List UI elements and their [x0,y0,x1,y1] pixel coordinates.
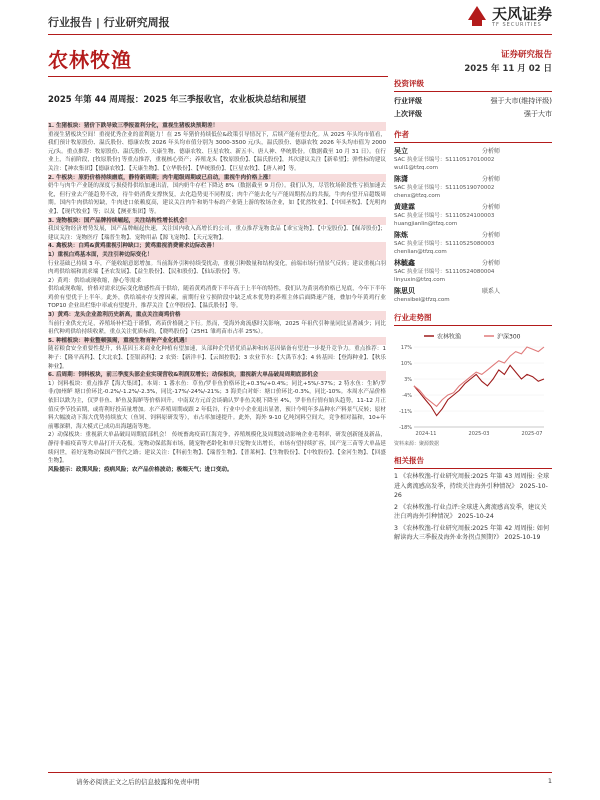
related-reports-title: 相关报告 [394,455,552,469]
analyst-name: 陈思贝 [394,287,415,295]
x-tick-label: 2024-11 [415,431,437,437]
related-report-link[interactable]: 1 《农林牧渔-行业研究周报:2025 年第 43 周周报: 全球进入禽流感高发季，持续关注海外引种情况》 2025-10-26 [394,473,550,499]
section-heading: 4. 禽板块：白鸡&黄鸡重视引种缺口；黄鸡重视消费需求边际改善！ [48,242,386,251]
analyst-email[interactable]: chenlian@tfzq.com [394,249,447,255]
logo-english-name: TF SECURITIES [491,21,542,28]
related-reports-list [394,472,552,543]
analyst-entry [394,286,552,304]
industry-trend-chart [394,312,552,449]
section-heading: 5. 种植板块：种业整顿强需，重视生物育种产业化机遇！ [48,337,386,346]
y-tick-label: -18% [399,425,412,431]
section-heading: 1. 生猪板块：猪价下跌导致三季报盈利分化，重视生猪板块预期差！ [48,122,386,131]
analyst-entry [394,230,552,256]
previous-rating-label: 上次评级 [394,110,422,118]
body-paragraph: 2）动保板块：重视新大单品破局周期底部机会！ 传统畜禽疫苗红海竞争，养殖规模化及周期波动影响企业毛利率，研发创新能及新品，静待非瘟疫苗等大单品打开天花板。宠物动保蓝海市场，随宠物老龄化和单只宠物支出增长，市场有望持续扩容，国产宠三苗等大单品延续问世，着好宠物动保国产替代之路；建议关注：【科前生物】、【瑞普生物】、【普莱柯】、【生物股份】、【中牧股份】、【金河生物】、【回盛生物】。 [48,432,386,465]
analyst-list [394,146,552,304]
page-title: 农林牧渔 [48,48,132,72]
report-subtitle: 2025 年第 44 周周报：2025 年三季报收官，农业板块总结和展望 [48,95,306,105]
body-paragraph: 2）黄鸡：供给或现收缩，静心等需求 [48,277,142,284]
x-tick-label: 2025-07 [521,431,543,437]
report-type-label: 证券研究报告 [500,50,552,60]
y-tick-label: 10% [400,361,412,367]
section-heading: 1）重视白鸡基本面，关注引种边际变化！ [48,251,386,260]
analyst-role: 分析师 [482,260,501,267]
analyst-entry [394,258,552,284]
body-paragraph: 行业基础已持续 3 年，产能收缩意愿增加。当前海外引种持续受扰动，重视引种数量和结构变化，前端市场行情景气反转；建议重视白羽肉鸡供给端和需求端【圣农发展】、【益生股份】、【民和股份】、【仙坛股份】等。 [48,260,386,276]
report-date: 2025 年 11 月 02 日 [464,64,552,74]
legend-label: 沪深300 [497,333,521,341]
trend-chart-title: 行业走势图 [394,312,552,326]
industry-rating-row [394,95,552,108]
y-tick-label: 3% [404,377,412,383]
section-heading: 6. 后周期：饲料板块，前三季度头部企业实现营收&利润双增长；动保板块，重视新大单品破局周期底部机会 [48,371,386,380]
body-paragraph: 当前行业供充充足，养殖场补栏趋于谨慎，鸡苗价格随之下行。然而，受海外禽流感时关影响，2025 年祖代引种量同比显著减少；同比祖代种鸡供给持续收紧，重点关注优质标的，【晓鸣股份】（25H1 雏鸡苗市占率 25%）。 [48,320,386,336]
body-paragraph: 重视生猪板块空间！重视优秀企业的盈利能力！在 25 年猪价持续低位&政策引导情况下，后续产能有望去化。从 2025 年头均市值看，我们预计牧原股份、温氏股份、德康农牧 2026 年头均市值分别为 3000-3500 元/头，温氏股份、德康农牧 2026 年头均市值为 2000 元/头。重点推荐：牧原股份、温氏股份、天康生物、德康农牧、巨星农牧、新五丰、唐人神、华统股份。（数据截至 10 月 31 日）。在行业上，当前阶段，[牧原股份] 等重点推荐，重视核心资产；养殖龙头【牧原股份】、【温氏股份】，其次建议关注【新希望】；弹性标的建议关注：【神农集团】【德康农牧】、【天康生物】、【立华股份】、【华统股份】、【巨星农牧】、【唐人神】等。 [48,131,386,172]
analyst-email[interactable]: huangjianlin@tfzq.com [394,221,458,227]
analyst-email[interactable]: chenx@tfzq.com [394,193,441,199]
footer-divider [48,772,552,773]
analyst-name: 吴立 [394,147,408,155]
analyst-name: 陈炼 [394,231,408,239]
page-number: 1 [547,777,552,785]
y-tick-label: -11% [399,409,412,415]
analyst-certificate: SAC 执业证书编号：S1110517010002 [394,157,495,163]
authors-section-title: 作者 [394,129,552,143]
disclaimer-note: 请务必阅读正文之后的信息披露和免责申明 [76,778,200,786]
document-type: 行业报告 | 行业研究周报 [48,16,170,29]
analyst-certificate: SAC 执业证书编号：S1110524100003 [394,213,495,219]
analyst-certificate: SAC 执业证书编号：S1110524080004 [394,269,495,275]
logo-icon [466,6,488,28]
rating-section-title: 投资评级 [394,78,552,92]
analyst-name: 陈潇 [394,175,408,183]
section-heading: 3）黄鸡：龙头企业盈利历史新高，重点关注商鸡价格 [48,311,386,320]
industry-rating-value: 强于大市(维持评级) [490,97,552,105]
company-logo [466,6,552,28]
y-tick-label: 17% [400,345,412,351]
x-tick-label: 2025-03 [468,431,490,437]
sidebar [394,78,552,545]
body-paragraph: 随着粮食安全重要性提升，转基因玉米商业化种植有望加速，头部种企凭借优质品种和转基因储备有望进一步提升竞争力。重点推荐：1 种子：【隆平高科】、【大北农】、【荃银高科】；2 农资：【新洋丰】、【云图控股】；3 农业节水：【大禹节水】；4 转基因：【登海种业】、【秋乐种业】。 [48,346,386,370]
analyst-certificate: SAC 执业证书编号：S1110525080003 [394,241,495,247]
related-report-link[interactable]: 3 《农林牧渔-行业研究周报:2025 年第 42 周周报: 如何解读海大三季报及海外业务拐点预期?》 2025-10-19 [394,524,550,541]
section-heading: 2. 牛板块：原奶价格持续磨底，静待新周期；肉牛超级周期或已启动，重视牛肉价格上涨！ [48,174,386,183]
legend-label: 农林牧渔 [437,333,462,341]
analyst-role: 分析师 [482,204,501,211]
y-tick-label: -4% [402,393,412,399]
logo-chinese-name: 天风证券 [491,5,552,23]
body-paragraph: 我国宠物经济增势发展，国产品牌崛起快速，关注国内收入高增长的公司，重点推荐宠物食品【乖宝宠物】、【中宠股份】、【佩蒂股份】；建议关注：宠物医疗【瑞普生物】、宠物用品【源飞宠物】、【天元宠物】。 [48,226,386,241]
analyst-role: 分析师 [482,148,501,155]
analyst-entry [394,174,552,200]
section-heading: 3. 宠物板块：国产品牌持续崛起，关注结构性增长机会！ [48,217,386,226]
analyst-entry [394,202,552,228]
related-report-link[interactable]: 2 《农林牧渔-行业点评:全球进入禽流感高发季，建议关注白鸡海外引种情况》 2025-10-24 [394,503,547,520]
risk-note: 风险提示：政策风险；疫病风险；农产品价格波动；极端天气；进口变动。 [48,466,233,473]
previous-rating-value: 强于大市 [524,110,552,118]
analyst-entry [394,146,552,172]
analyst-email[interactable]: linyuxin@tfzq.com [394,277,446,283]
report-body [48,122,386,474]
analyst-certificate: SAC 执业证书编号：S1110519070002 [394,185,495,191]
analyst-name: 林毓鑫 [394,259,415,267]
analyst-email[interactable]: wuli1@tfzq.com [394,165,439,171]
header-divider [48,34,552,35]
body-paragraph: 1）饲料板块：重点推荐【海大集团】。本周：1 番水鱼：草鱼/罗非鱼价格环比+0.3%/+0.4%；同比+5%/-37%；2 特水鱼：生鲈/罗非/加州鲈 塘口价环比-0.2%/-1.2%/-2.3%，同比-17%/-24%/-21%；3 海美白对虾：塘口价环比-0.3%，同比-10%。本周水产品价格依旧以跌为主，仅罗非鱼、鲈鱼及海鲈等价格回升。中南双方元首会谈确认罗非鱼关税下降至 4%，罗非鱼行情有始头趋势，11-12 月正值反季节投苗期，或将利好投苗量增加。水产养殖周期或跟 2 年低谷，行业中小企业退出显著，预计今明年多品种水产料景气反转；原材料大幅波动下海大优势持续放大（鱼饲、饲料原研发等），市占率加速提升。此外，海外 9-10 亿吨饲料空间大，竞争相对温和，10+年前哪深耕，海大模式已成功出海越南等地。 [48,380,386,430]
body-paragraph: 奶牛与肉牛产业链的深度亏损使得供给加速出清，国内奶牛存栏下降达 8%（数据截至 9 月份）。我们认为，尽管牧场阶段性亏损加速去化，但行业去产能趋势不改，待牛奶消费支撑恢复，去化趋势更不同程度；肉牛产能去化与产能周期拐点的共振，牛肉有望开启超级周期。国内牛肉供给短缺，牛肉进口依赖度高，建议关注肉牛和奶牛标的产业链上游的牧场企业，如【优然牧业】、【中国圣牧】、【光明肉业】、【现代牧业】等；以及【澳亚集团】等。 [48,183,386,215]
trend-chart-svg [394,329,552,449]
chart-source-note: 资料来源：聚源数据 [394,441,440,447]
analyst-role: 分析师 [482,232,501,239]
analyst-name: 黄建霖 [394,203,415,211]
title-divider [48,76,388,77]
analyst-email[interactable]: chensibei@tfzq.com [394,297,450,303]
body-paragraph: 供给或现收缩，价格对需求边际变化敏感性高于供给，随着黄鸡消费下半年高于上半年的特性，我们认为黄羽鸡价格已见底，今年下半年鸡价有望优于上半年。此外，供给端亦存支撑因素，前期行业亏损阶段中缺乏成本优势的养殖主体后面降速产能，叠加今年黄鸡行业 TOP10 企业出栏集中率或有望提升，推荐关注【立华股份】、【温氏股份】等。 [48,286,386,310]
report-header [48,5,552,32]
analyst-role: 联系人 [482,288,501,295]
industry-rating-label: 行业评级 [394,97,422,105]
analyst-role: 分析师 [482,176,501,183]
previous-rating-row [394,108,552,121]
